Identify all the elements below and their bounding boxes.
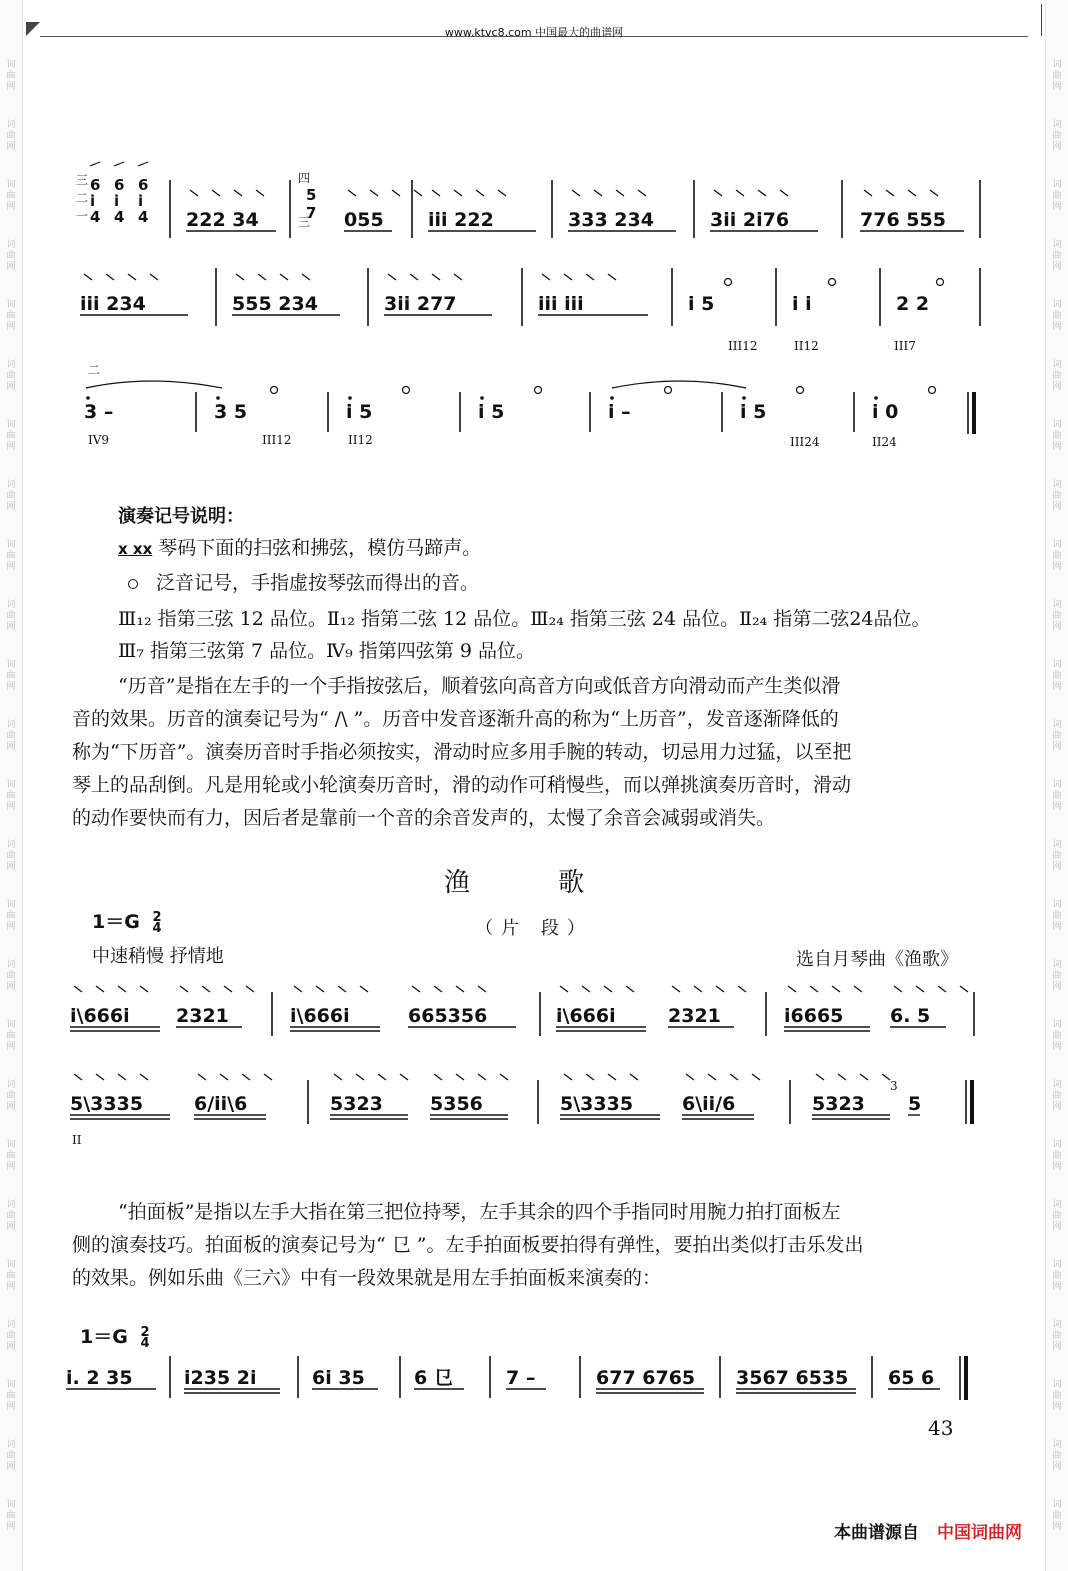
technique-tick bbox=[454, 274, 462, 280]
technique-tick bbox=[838, 1074, 846, 1080]
chord-note: 5 bbox=[306, 186, 317, 204]
tremolo-mark bbox=[138, 162, 148, 166]
technique-tick bbox=[96, 1074, 104, 1080]
note-group: i6665 bbox=[784, 1005, 844, 1027]
song-title: 渔 歌 bbox=[443, 868, 625, 898]
watermark-text: 词 曲 网 bbox=[6, 120, 16, 152]
harmonic-circle-icon bbox=[829, 279, 836, 286]
watermark-text: 词 曲 网 bbox=[1052, 300, 1062, 332]
watermark-text: 词 曲 网 bbox=[6, 1320, 16, 1352]
technique-tick bbox=[752, 1074, 760, 1080]
technique-tick bbox=[198, 1074, 206, 1080]
time-top: 2 bbox=[152, 909, 162, 925]
technique-tick bbox=[74, 986, 82, 992]
note-group: iii 222 bbox=[428, 209, 494, 231]
note-group: 5\3335 bbox=[70, 1093, 144, 1115]
harmonic-circle-icon bbox=[929, 387, 936, 394]
technique-tick bbox=[140, 986, 148, 992]
paragraph2-line: 侧的演奏技巧。拍面板的演奏记号为“ 㔾 ”。左手拍面板要拍得有弹性，要拍出类似打击乐发出 bbox=[72, 1234, 864, 1256]
octave-dot bbox=[874, 396, 878, 400]
technique-tick bbox=[894, 986, 902, 992]
watermark-text: 词 曲 网 bbox=[1052, 120, 1062, 152]
note-group: 5323 bbox=[330, 1093, 383, 1115]
note-group: iii iii bbox=[538, 293, 584, 315]
technique-tick bbox=[916, 986, 924, 992]
watermark-text: 词 曲 网 bbox=[6, 900, 16, 932]
watermark-text: 词 曲 网 bbox=[6, 300, 16, 332]
note-group: i 5 bbox=[478, 401, 505, 423]
note-group: i235 2i bbox=[184, 1367, 257, 1389]
technique-tick bbox=[220, 1074, 228, 1080]
note-group: i 5 bbox=[688, 293, 715, 315]
note-group: 776 555 bbox=[860, 209, 946, 231]
harmonic-circle-icon bbox=[797, 387, 804, 394]
position-label: 一 bbox=[76, 209, 89, 223]
watermark-text: 词 曲 网 bbox=[6, 1260, 16, 1292]
watermark-text: 词 曲 网 bbox=[6, 780, 16, 812]
position-label: IV9 bbox=[88, 433, 110, 447]
technique-tick bbox=[246, 986, 254, 992]
watermark-text: 词 曲 网 bbox=[6, 420, 16, 452]
legend-title: 演奏记号说明： bbox=[118, 506, 244, 527]
watermark-text: 词 曲 网 bbox=[6, 600, 16, 632]
technique-tick bbox=[434, 1074, 442, 1080]
watermark-text: 词 曲 网 bbox=[1052, 1500, 1062, 1532]
note-group: iii 234 bbox=[80, 293, 146, 315]
watermark-text: 词 曲 网 bbox=[1052, 1320, 1062, 1352]
technique-tick bbox=[672, 986, 680, 992]
chord-note: i bbox=[90, 192, 96, 210]
note-group: 222 34 bbox=[186, 209, 259, 231]
example-key-signature bbox=[80, 1322, 150, 1349]
technique-tick bbox=[454, 190, 462, 196]
watermark-text: 词 曲 网 bbox=[1052, 240, 1062, 272]
technique-tick bbox=[432, 274, 440, 280]
watermark-text: 词 曲 网 bbox=[1052, 1200, 1062, 1232]
note-group: 5\3335 bbox=[560, 1093, 634, 1115]
watermark-text: 词 曲 网 bbox=[1052, 720, 1062, 752]
chord-note: 6 bbox=[114, 176, 125, 194]
chord-note: 4 bbox=[138, 208, 149, 226]
technique-tick bbox=[118, 1074, 126, 1080]
watermark-text: 词 曲 网 bbox=[1052, 1080, 1062, 1112]
note-group: 3567 6535 bbox=[736, 1367, 849, 1389]
watermark-text: 词 曲 网 bbox=[6, 1440, 16, 1472]
note-group: 5 bbox=[908, 1093, 922, 1115]
technique-tick bbox=[258, 274, 266, 280]
time-bottom: 4 bbox=[152, 920, 162, 936]
technique-tick bbox=[564, 1074, 572, 1080]
technique-tick bbox=[738, 986, 746, 992]
note-group: 677 6765 bbox=[596, 1367, 696, 1389]
chord-note: 6 bbox=[90, 176, 101, 194]
technique-tick bbox=[886, 190, 894, 196]
technique-tick bbox=[84, 274, 92, 280]
technique-tick bbox=[960, 986, 968, 992]
watermark-text: 词 曲 网 bbox=[1052, 660, 1062, 692]
technique-tick bbox=[334, 1074, 342, 1080]
watermark-text: 词 曲 网 bbox=[1052, 600, 1062, 632]
technique-tick bbox=[348, 190, 356, 196]
technique-tick bbox=[478, 986, 486, 992]
paragraph1-line: 琴上的品刮倒。凡是用轮或小轮演奏历音时，滑的动作可稍慢些，而以弹挑演奏历音时，滑动 bbox=[72, 774, 852, 796]
technique-tick bbox=[864, 190, 872, 196]
technique-tick bbox=[370, 190, 378, 196]
paragraph1-line: 音的效果。历音的演奏记号为“ /\ ”。历音中发音逐渐升高的称为“上历音”，发音逐渐降低的 bbox=[72, 708, 839, 730]
technique-tick bbox=[616, 190, 624, 196]
header-site-text: www.ktvc8.com 中国最大的曲谱网 bbox=[444, 26, 624, 39]
position-label: 三 bbox=[76, 173, 89, 187]
note-group: 2 2 bbox=[896, 293, 930, 315]
technique-tick bbox=[572, 190, 580, 196]
note-group: i – bbox=[608, 401, 631, 423]
tie-arc bbox=[86, 381, 222, 388]
octave-dot bbox=[86, 396, 90, 400]
legend-xx-line bbox=[118, 533, 481, 560]
technique-tick bbox=[608, 1074, 616, 1080]
technique-tick bbox=[810, 986, 818, 992]
watermark-text: 词 曲 网 bbox=[6, 60, 16, 92]
technique-tick bbox=[106, 274, 114, 280]
note-group: 7 – bbox=[506, 1367, 536, 1389]
legend-harmonic-desc: 泛音记号，手指虚按琴弦而得出的音。 bbox=[156, 572, 480, 594]
technique-tick bbox=[360, 986, 368, 992]
harmonic-circle-icon bbox=[535, 387, 542, 394]
octave-dot bbox=[742, 396, 746, 400]
technique-tick bbox=[456, 986, 464, 992]
watermark-text: 词 曲 网 bbox=[1052, 840, 1062, 872]
technique-tick bbox=[708, 1074, 716, 1080]
technique-tick bbox=[128, 274, 136, 280]
technique-tick bbox=[638, 190, 646, 196]
technique-tick bbox=[498, 190, 506, 196]
watermark-text: 词 曲 网 bbox=[1052, 960, 1062, 992]
technique-tick bbox=[586, 274, 594, 280]
watermark-text: 词 曲 网 bbox=[6, 360, 16, 392]
watermark-text: 词 曲 网 bbox=[1052, 540, 1062, 572]
position-label: II12 bbox=[348, 433, 373, 447]
legend-xx-desc: 琴码下面的扫弦和拂弦，模仿马蹄声。 bbox=[158, 537, 482, 559]
chord-note: i bbox=[138, 192, 144, 210]
note-group: i 5 bbox=[346, 401, 373, 423]
watermark-text: 词 曲 网 bbox=[6, 720, 16, 752]
technique-tick bbox=[542, 274, 550, 280]
technique-tick bbox=[758, 190, 766, 196]
harmonic-circle-icon bbox=[128, 579, 138, 589]
watermark-text: 词 曲 网 bbox=[6, 540, 16, 572]
technique-tick bbox=[414, 190, 422, 196]
technique-tick bbox=[736, 190, 744, 196]
technique-tick bbox=[816, 1074, 824, 1080]
note-group: 6\ii/6 bbox=[682, 1093, 736, 1115]
harmonic-circle-icon bbox=[665, 387, 672, 394]
note-group: 3ii 277 bbox=[384, 293, 457, 315]
technique-tick bbox=[854, 986, 862, 992]
technique-tick bbox=[256, 190, 264, 196]
technique-tick bbox=[224, 986, 232, 992]
position-label: II bbox=[72, 1133, 82, 1147]
technique-tick bbox=[316, 986, 324, 992]
watermark-text: 词 曲 网 bbox=[1052, 60, 1062, 92]
chord-note: i bbox=[114, 192, 120, 210]
harmonic-circle-icon bbox=[271, 387, 278, 394]
technique-tick bbox=[930, 190, 938, 196]
grace-note: 3 bbox=[890, 1079, 898, 1093]
watermark-text: 词 曲 网 bbox=[1052, 1140, 1062, 1172]
tremolo-mark bbox=[114, 162, 124, 166]
note-group: 6 㔾 bbox=[414, 1367, 453, 1389]
watermark-text: 词 曲 网 bbox=[1052, 900, 1062, 932]
watermark-text: 词 曲 网 bbox=[1052, 480, 1062, 512]
watermark-text: 词 曲 网 bbox=[6, 840, 16, 872]
watermark-text: 词 曲 网 bbox=[1052, 1260, 1062, 1292]
technique-tick bbox=[410, 274, 418, 280]
position-label: 四 bbox=[298, 171, 311, 185]
paragraph1-line: “历音”是指在左手的一个手指按弦后，顺着弦向高音方向或低音方向滑动而产生类似滑 bbox=[118, 675, 841, 697]
technique-tick bbox=[594, 190, 602, 196]
technique-tick bbox=[280, 274, 288, 280]
footer-source bbox=[834, 1518, 1022, 1543]
note-group: i\666i bbox=[290, 1005, 350, 1027]
note-group: 2321 bbox=[668, 1005, 721, 1027]
note-group: 3 – bbox=[84, 401, 114, 423]
note-group: 6i 35 bbox=[312, 1367, 365, 1389]
watermark-text: 词 曲 网 bbox=[1052, 1380, 1062, 1412]
note-group: i 5 bbox=[740, 401, 767, 423]
technique-tick bbox=[500, 1074, 508, 1080]
legend-positions-line-2: Ⅲ₇ 指第三弦第 7 品位。Ⅳ₉ 指第四弦第 9 品位。 bbox=[118, 640, 535, 662]
watermark-text: 词 曲 网 bbox=[1052, 180, 1062, 212]
position-label: III7 bbox=[894, 339, 916, 353]
watermark-text: 词 曲 网 bbox=[6, 1080, 16, 1112]
song-tempo: 中速稍慢 抒情地 bbox=[92, 946, 224, 967]
technique-tick bbox=[860, 1074, 868, 1080]
technique-tick bbox=[434, 986, 442, 992]
technique-tick bbox=[236, 274, 244, 280]
note-group: i\666i bbox=[70, 1005, 130, 1027]
position-label: III24 bbox=[790, 435, 820, 449]
watermark-text: 词 曲 网 bbox=[6, 1500, 16, 1532]
technique-tick bbox=[714, 190, 722, 196]
technique-tick bbox=[212, 190, 220, 196]
technique-tick bbox=[476, 190, 484, 196]
technique-tick bbox=[234, 190, 242, 196]
note-group: 333 234 bbox=[568, 209, 654, 231]
page-number: 43 bbox=[928, 1416, 954, 1440]
technique-tick bbox=[586, 1074, 594, 1080]
footer-label: 本曲谱源自 bbox=[834, 1523, 919, 1543]
song-source: 选自月琴曲《渔歌》 bbox=[796, 949, 958, 970]
watermark-text: 词 曲 网 bbox=[1052, 780, 1062, 812]
octave-dot bbox=[610, 396, 614, 400]
watermark-text: 词 曲 网 bbox=[6, 1020, 16, 1052]
note-group: 5356 bbox=[430, 1093, 483, 1115]
technique-tick bbox=[432, 190, 440, 196]
position-label: 二 bbox=[88, 363, 101, 377]
song-subtitle: （片 段） bbox=[475, 918, 593, 939]
technique-tick bbox=[74, 1074, 82, 1080]
position-label: 三 bbox=[298, 215, 311, 229]
chord-note: 7 bbox=[306, 204, 317, 222]
watermark-text: 词 曲 网 bbox=[6, 180, 16, 212]
chord-note: 4 bbox=[114, 208, 125, 226]
note-group: 665356 bbox=[408, 1005, 488, 1027]
watermark-text: 词 曲 网 bbox=[6, 480, 16, 512]
technique-tick bbox=[686, 1074, 694, 1080]
watermark-text: 词 曲 网 bbox=[1052, 420, 1062, 452]
watermark-text: 词 曲 网 bbox=[6, 660, 16, 692]
chord-note: 4 bbox=[90, 208, 101, 226]
technique-tick bbox=[96, 986, 104, 992]
note-group: 6/ii\6 bbox=[194, 1093, 248, 1115]
note-group: 2321 bbox=[176, 1005, 229, 1027]
technique-tick bbox=[388, 274, 396, 280]
watermark-text: 词 曲 网 bbox=[1052, 360, 1062, 392]
watermark-text: 词 曲 网 bbox=[1052, 1440, 1062, 1472]
position-label: 二 bbox=[76, 191, 89, 205]
song-key-signature bbox=[92, 907, 162, 934]
octave-dot bbox=[216, 396, 220, 400]
note-group: 555 234 bbox=[232, 293, 318, 315]
legend-harmonic-line bbox=[128, 568, 479, 595]
watermark-text: 词 曲 网 bbox=[6, 1140, 16, 1172]
technique-tick bbox=[302, 274, 310, 280]
harmonic-circle-icon bbox=[937, 279, 944, 286]
technique-tick bbox=[202, 986, 210, 992]
technique-tick bbox=[338, 986, 346, 992]
sweep-symbol: x xx bbox=[118, 540, 153, 558]
technique-tick bbox=[140, 1074, 148, 1080]
technique-tick bbox=[564, 274, 572, 280]
note-group: i i bbox=[792, 293, 812, 315]
technique-tick bbox=[604, 986, 612, 992]
technique-tick bbox=[560, 986, 568, 992]
footer-brand-link[interactable]: 中国词曲网 bbox=[937, 1523, 1022, 1543]
legend-positions-line-1: Ⅲ₁₂ 指第三弦 12 品位。Ⅱ₁₂ 指第二弦 12 品位。Ⅲ₂₄ 指第三弦 24 品位。Ⅱ₂₄ 指第二弦24品位。 bbox=[118, 608, 931, 630]
watermark-text: 词 曲 网 bbox=[6, 960, 16, 992]
technique-tick bbox=[150, 274, 158, 280]
time-bottom: 4 bbox=[140, 1335, 150, 1351]
note-group: i 0 bbox=[872, 401, 899, 423]
paragraph2-line: “拍面板”是指以左手大指在第三把位持琴，左手其余的四个手指同时用腕力拍打面板左 bbox=[118, 1201, 841, 1223]
song-key: 1＝G bbox=[92, 911, 140, 933]
technique-tick bbox=[626, 986, 634, 992]
technique-tick bbox=[118, 986, 126, 992]
technique-tick bbox=[630, 1074, 638, 1080]
watermark-text: 词 曲 网 bbox=[1052, 1020, 1062, 1052]
technique-tick bbox=[694, 986, 702, 992]
technique-tick bbox=[478, 1074, 486, 1080]
technique-tick bbox=[242, 1074, 250, 1080]
technique-tick bbox=[392, 190, 400, 196]
position-label: III12 bbox=[728, 339, 758, 353]
technique-tick bbox=[400, 1074, 408, 1080]
technique-tick bbox=[412, 986, 420, 992]
technique-tick bbox=[716, 986, 724, 992]
technique-tick bbox=[908, 190, 916, 196]
tremolo-mark bbox=[90, 162, 100, 166]
note-group: 65 6 bbox=[888, 1367, 935, 1389]
technique-tick bbox=[788, 986, 796, 992]
octave-dot bbox=[480, 396, 484, 400]
note-group: 6. 5 bbox=[890, 1005, 931, 1027]
harmonic-circle-icon bbox=[403, 387, 410, 394]
paragraph1-line: 的动作要快而有力，因后者是靠前一个音的余音发声的，太慢了余音会减弱或消失。 bbox=[72, 807, 776, 829]
example-key: 1＝G bbox=[80, 1326, 128, 1348]
position-label: II12 bbox=[794, 339, 819, 353]
position-label: III12 bbox=[262, 433, 292, 447]
paragraph1-line: 称为“下历音”。演奏历音时手指必须按实，滑动时应多用手腕的转动，切忌用力过猛，以至把 bbox=[72, 741, 852, 763]
technique-tick bbox=[832, 986, 840, 992]
note-group: i\666i bbox=[556, 1005, 616, 1027]
song-time-signature bbox=[152, 909, 162, 936]
paragraph2-line: 的效果。例如乐曲《三六》中有一段效果就是用左手拍面板来演奏的： bbox=[72, 1267, 662, 1289]
watermark-text: 词 曲 网 bbox=[6, 1200, 16, 1232]
technique-tick bbox=[456, 1074, 464, 1080]
time-top: 2 bbox=[140, 1324, 150, 1340]
technique-tick bbox=[582, 986, 590, 992]
tie-arc bbox=[612, 381, 746, 388]
watermark-text: 词 曲 网 bbox=[6, 240, 16, 272]
position-label: II24 bbox=[872, 435, 897, 449]
technique-tick bbox=[730, 1074, 738, 1080]
technique-tick bbox=[356, 1074, 364, 1080]
technique-tick bbox=[378, 1074, 386, 1080]
octave-dot bbox=[348, 396, 352, 400]
chord-note: 6 bbox=[138, 176, 149, 194]
note-group: i. 2 35 bbox=[66, 1367, 133, 1389]
harmonic-circle-icon bbox=[725, 279, 732, 286]
technique-tick bbox=[608, 274, 616, 280]
note-group: 055 bbox=[344, 209, 384, 231]
note-group: 5323 bbox=[812, 1093, 865, 1115]
technique-tick bbox=[882, 1074, 890, 1080]
technique-tick bbox=[780, 190, 788, 196]
technique-tick bbox=[180, 986, 188, 992]
watermark-text: 词 曲 网 bbox=[6, 1380, 16, 1412]
technique-tick bbox=[938, 986, 946, 992]
note-group: 3 5 bbox=[214, 401, 248, 423]
technique-tick bbox=[190, 190, 198, 196]
example-time-signature bbox=[140, 1324, 150, 1351]
technique-tick bbox=[264, 1074, 272, 1080]
technique-tick bbox=[294, 986, 302, 992]
note-group: 3ii 2i76 bbox=[710, 209, 790, 231]
